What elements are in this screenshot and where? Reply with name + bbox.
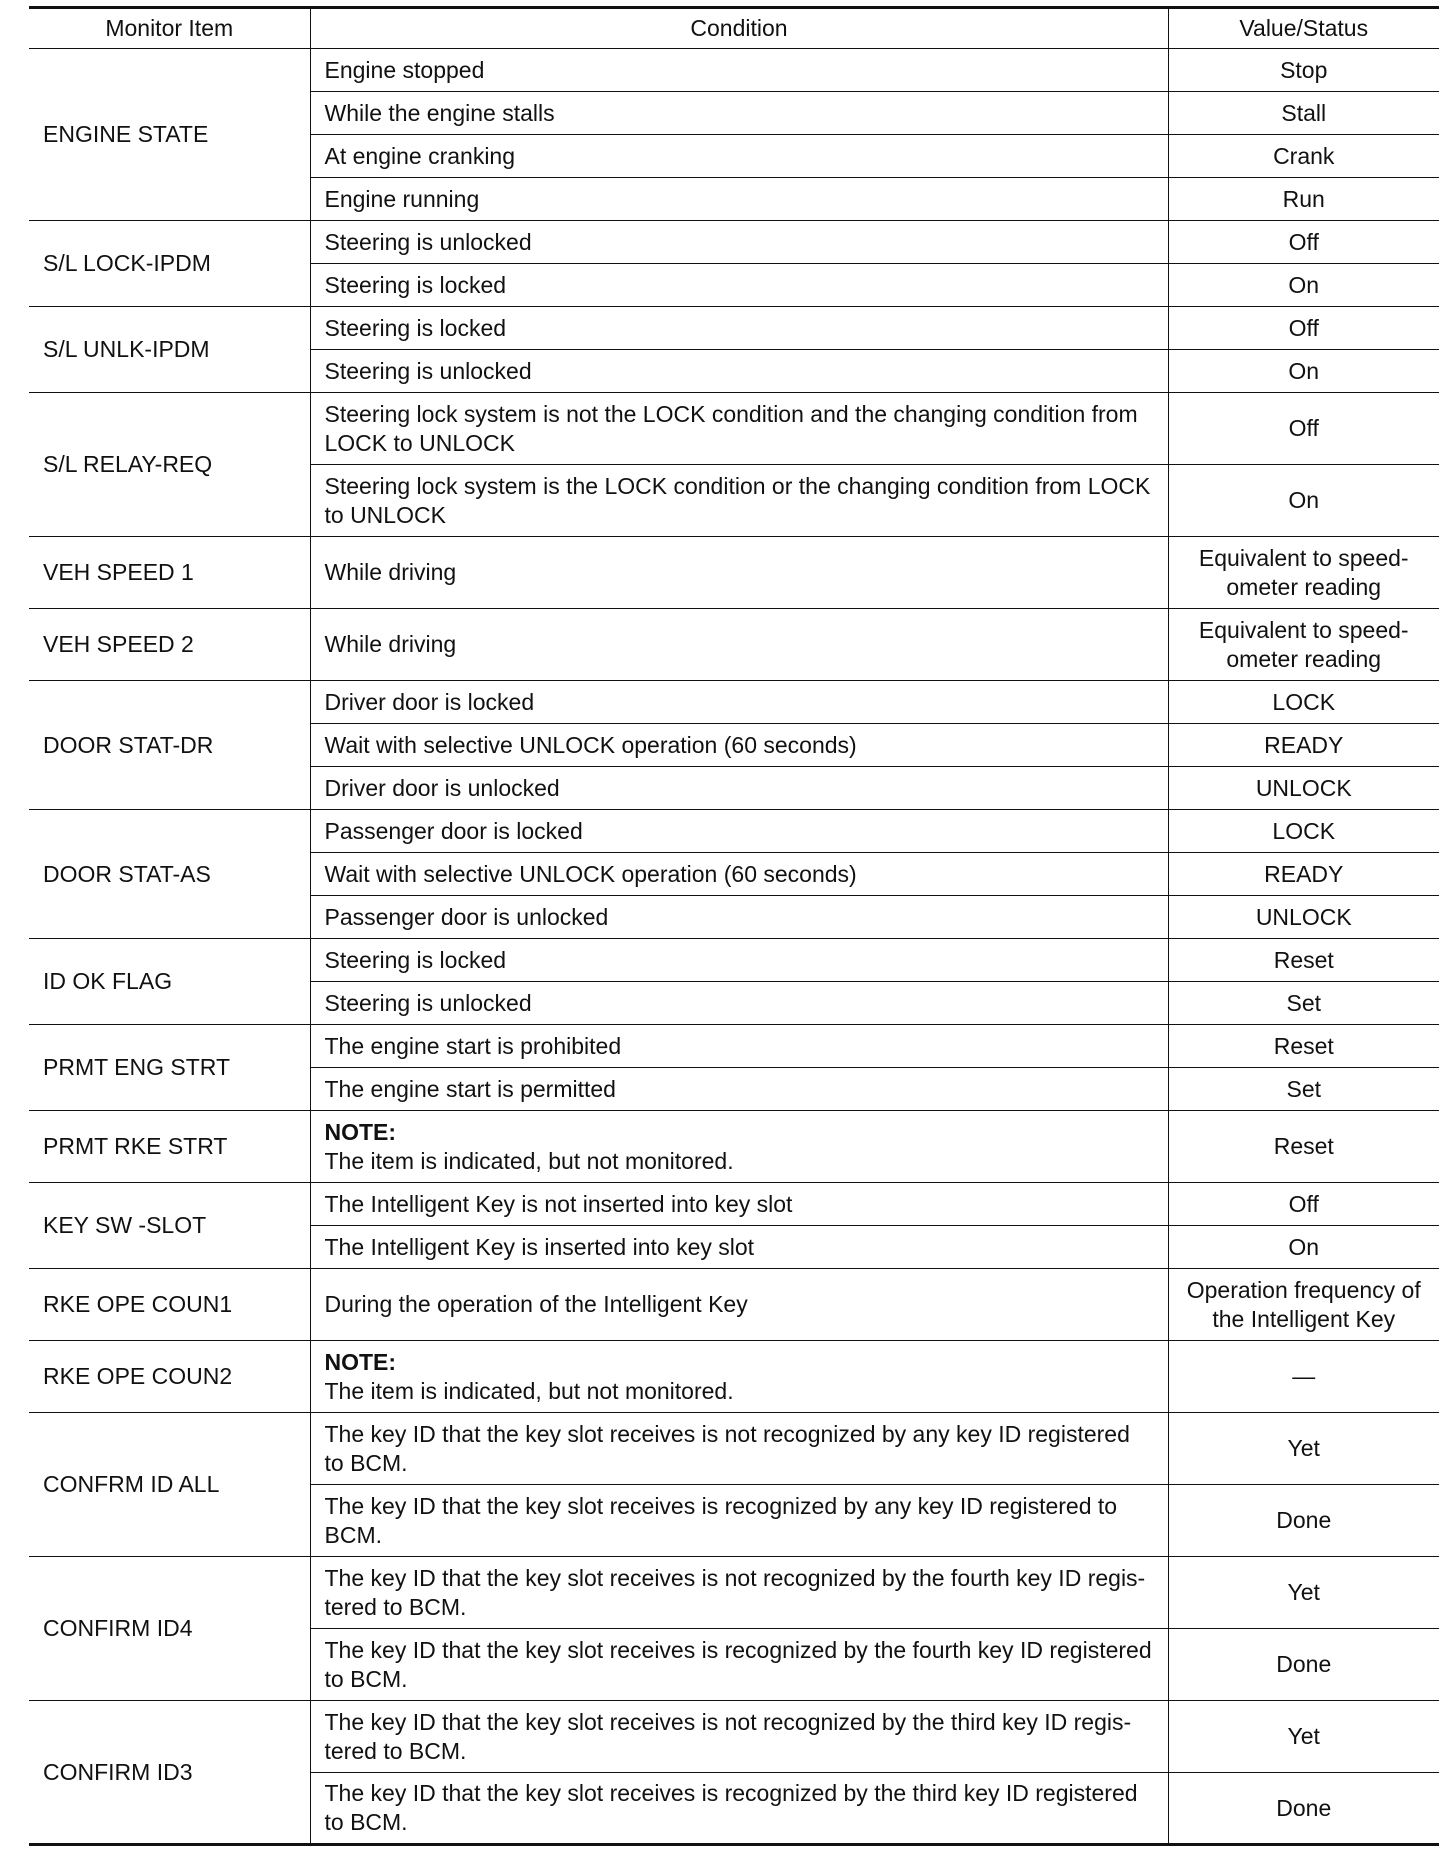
table-row — [29, 307, 1439, 350]
table-row — [29, 537, 1439, 609]
condition-cell — [310, 393, 1168, 465]
condition-cell — [310, 1701, 1168, 1773]
condition-cell — [310, 1557, 1168, 1629]
value-status-cell: READY — [1168, 724, 1439, 767]
table-row — [29, 393, 1439, 465]
condition-cell — [310, 1226, 1168, 1269]
condition-cell — [310, 264, 1168, 307]
condition-cell — [310, 537, 1168, 609]
header-monitor-item: Monitor Item — [29, 8, 310, 49]
condition-cell — [310, 221, 1168, 264]
value-status-cell: Operation frequency of the Intelligent Key — [1168, 1269, 1439, 1341]
value-status-cell: Yet — [1168, 1413, 1439, 1485]
condition-text: Steering is locked — [324, 314, 507, 341]
monitor-item-cell: PRMT RKE STRT — [29, 1111, 310, 1183]
monitor-item-cell: ENGINE STATE — [29, 49, 310, 221]
table-row — [29, 1701, 1439, 1773]
condition-cell — [310, 1413, 1168, 1485]
condition-text: At engine cranking — [324, 142, 516, 169]
monitor-item-cell: PRMT ENG STRT — [29, 1025, 310, 1111]
value-status-cell: Reset — [1168, 939, 1439, 982]
value-status-cell: On — [1168, 264, 1439, 307]
note-label: NOTE: — [324, 1348, 397, 1375]
condition-cell — [310, 1025, 1168, 1068]
condition-cell — [310, 307, 1168, 350]
condition-cell — [310, 465, 1168, 537]
value-status-cell: Crank — [1168, 135, 1439, 178]
condition-cell — [310, 350, 1168, 393]
table-row — [29, 681, 1439, 724]
condition-text: During the operation of the Intelligent Key — [324, 1291, 748, 1317]
condition-cell — [310, 1629, 1168, 1701]
table-row — [29, 1557, 1439, 1629]
condition-cell — [310, 767, 1168, 810]
monitor-item-cell: CONFIRM ID3 — [29, 1701, 310, 1845]
value-status-cell: Done — [1168, 1485, 1439, 1557]
value-status-cell: On — [1168, 1226, 1439, 1269]
monitor-item-cell: VEH SPEED 1 — [29, 537, 310, 609]
condition-cell — [310, 92, 1168, 135]
header-condition: Condition — [310, 8, 1168, 49]
table-row — [29, 609, 1439, 681]
condition-text: The item is indicated, but not monitored. — [324, 1147, 734, 1174]
table-row — [29, 810, 1439, 853]
condition-text: The key ID that the key slot receives is not recognized by any key ID registered to BCM. — [324, 1420, 1130, 1476]
condition-text: While driving — [324, 559, 457, 585]
condition-text: Steering is locked — [324, 946, 507, 973]
condition-text: The key ID that the key slot receives is not recognized by the third key ID regis-tered to BCM. — [324, 1708, 1132, 1764]
condition-text: The key ID that the key slot receives is recognized by the fourth key ID registered to BCM. — [324, 1636, 1152, 1692]
condition-text: Passenger door is locked — [324, 817, 583, 844]
condition-cell — [310, 609, 1168, 681]
value-status-cell: Off — [1168, 1183, 1439, 1226]
table-row — [29, 1269, 1439, 1341]
monitor-item-cell: DOOR STAT-DR — [29, 681, 310, 810]
value-status-cell: Stall — [1168, 92, 1439, 135]
condition-text: The key ID that the key slot receives is recognized by the third key ID registered to BCM. — [324, 1780, 1138, 1835]
condition-text: The engine start is permitted — [324, 1075, 616, 1102]
value-status-cell: READY — [1168, 853, 1439, 896]
value-status-cell: Run — [1168, 178, 1439, 221]
table-row — [29, 1111, 1439, 1183]
value-status-cell: Set — [1168, 1068, 1439, 1111]
value-status-cell: Reset — [1168, 1025, 1439, 1068]
monitor-item-cell: S/L LOCK-IPDM — [29, 221, 310, 307]
condition-text: Engine running — [324, 185, 480, 212]
condition-cell — [310, 724, 1168, 767]
value-status-cell: Reset — [1168, 1111, 1439, 1183]
condition-cell — [310, 810, 1168, 853]
condition-cell — [310, 49, 1168, 92]
condition-cell — [310, 1111, 1168, 1183]
condition-text: Engine stopped — [324, 56, 485, 83]
value-status-cell: Stop — [1168, 49, 1439, 92]
condition-text: While driving — [324, 631, 457, 657]
monitor-item-cell: RKE OPE COUN1 — [29, 1269, 310, 1341]
value-status-cell: Equivalent to speed-ometer reading — [1168, 609, 1439, 681]
monitor-item-cell: CONFRM ID ALL — [29, 1413, 310, 1557]
condition-cell — [310, 1269, 1168, 1341]
condition-cell — [310, 681, 1168, 724]
condition-text: Wait with selective UNLOCK operation (60 seconds) — [324, 731, 857, 758]
condition-cell — [310, 135, 1168, 178]
condition-text: Steering is unlocked — [324, 357, 532, 384]
condition-cell — [310, 178, 1168, 221]
condition-text: The item is indicated, but not monitored. — [324, 1377, 734, 1404]
condition-text: While the engine stalls — [324, 99, 555, 126]
condition-text: Driver door is locked — [324, 688, 535, 715]
value-status-cell: Off — [1168, 393, 1439, 465]
value-status-cell: Done — [1168, 1629, 1439, 1701]
condition-cell — [310, 1183, 1168, 1226]
table-row — [29, 939, 1439, 982]
condition-text: Steering is unlocked — [324, 989, 532, 1016]
value-status-cell: Equivalent to speed-ometer reading — [1168, 537, 1439, 609]
value-status-cell: UNLOCK — [1168, 767, 1439, 810]
table-body — [29, 49, 1439, 1845]
table-row — [29, 49, 1439, 92]
condition-text: The key ID that the key slot receives is not recognized by the fourth key ID regis-tered to BCM. — [324, 1564, 1146, 1620]
value-status-cell: Set — [1168, 982, 1439, 1025]
monitor-item-cell: S/L RELAY-REQ — [29, 393, 310, 537]
header-value-status: Value/Status — [1168, 8, 1439, 49]
monitor-item-cell: S/L UNLK-IPDM — [29, 307, 310, 393]
condition-text: The Intelligent Key is inserted into key slot — [324, 1233, 755, 1260]
condition-text: The engine start is prohibited — [324, 1032, 622, 1059]
value-status-cell: Off — [1168, 307, 1439, 350]
monitor-item-cell: VEH SPEED 2 — [29, 609, 310, 681]
condition-cell — [310, 982, 1168, 1025]
condition-text: Steering lock system is not the LOCK condition and the changing condition from LOCK to UNLOCK — [324, 400, 1138, 456]
monitor-item-cell: CONFIRM ID4 — [29, 1557, 310, 1701]
value-status-cell: Yet — [1168, 1557, 1439, 1629]
value-status-cell: LOCK — [1168, 681, 1439, 724]
table-row — [29, 1183, 1439, 1226]
condition-text: Passenger door is unlocked — [324, 903, 609, 930]
value-status-cell: Off — [1168, 221, 1439, 264]
table-row — [29, 1413, 1439, 1485]
monitor-item-table — [29, 6, 1439, 1846]
condition-text: Driver door is unlocked — [324, 774, 560, 801]
monitor-item-cell: ID OK FLAG — [29, 939, 310, 1025]
condition-cell — [310, 939, 1168, 982]
condition-cell — [310, 853, 1168, 896]
condition-text: The key ID that the key slot receives is recognized by any key ID registered to BCM. — [324, 1492, 1118, 1548]
value-status-cell: Done — [1168, 1773, 1439, 1845]
condition-cell — [310, 1068, 1168, 1111]
value-status-cell: LOCK — [1168, 810, 1439, 853]
table-row — [29, 1341, 1439, 1413]
condition-cell — [310, 1341, 1168, 1413]
table-row — [29, 221, 1439, 264]
monitor-item-cell: KEY SW -SLOT — [29, 1183, 310, 1269]
note-label: NOTE: — [324, 1118, 397, 1145]
monitor-item-cell: RKE OPE COUN2 — [29, 1341, 310, 1413]
condition-cell — [310, 1773, 1168, 1845]
condition-text: Steering lock system is the LOCK condition or the changing condition from LOCK to UNLOCK — [324, 472, 1151, 528]
value-status-cell: Yet — [1168, 1701, 1439, 1773]
table-row — [29, 1025, 1439, 1068]
value-status-cell: On — [1168, 350, 1439, 393]
condition-text: Steering is locked — [324, 271, 507, 298]
condition-text: Wait with selective UNLOCK operation (60 seconds) — [324, 860, 857, 887]
value-status-cell: On — [1168, 465, 1439, 537]
condition-cell — [310, 1485, 1168, 1557]
condition-cell — [310, 896, 1168, 939]
condition-text: Steering is unlocked — [324, 228, 532, 255]
value-status-cell: — — [1168, 1341, 1439, 1413]
monitor-item-cell: DOOR STAT-AS — [29, 810, 310, 939]
condition-text: The Intelligent Key is not inserted into key slot — [324, 1190, 793, 1217]
table-header-row — [29, 8, 1439, 49]
value-status-cell: UNLOCK — [1168, 896, 1439, 939]
